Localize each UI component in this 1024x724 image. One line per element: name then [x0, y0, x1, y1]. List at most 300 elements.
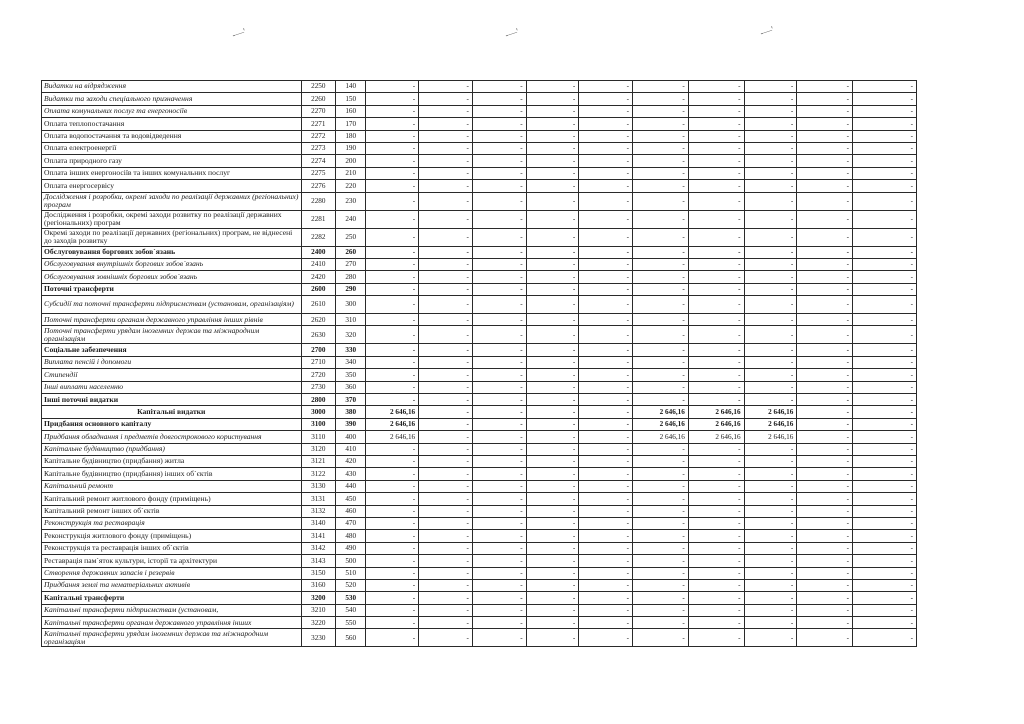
row-name: Окремі заходи по реалізації державних (регіональних) програм, не віднесені до заходів розвитку — [42, 228, 302, 246]
row-value: - — [579, 246, 633, 258]
row-value: - — [419, 271, 473, 283]
table-row — [42, 455, 917, 467]
row-value: - — [526, 394, 579, 406]
row-value: - — [633, 629, 689, 647]
row-value: - — [526, 567, 579, 579]
row-value: - — [579, 579, 633, 591]
row-code: 2800 — [301, 394, 335, 406]
table-row — [42, 629, 917, 647]
row-name: Оплата природного газу — [42, 155, 302, 167]
row-value: - — [853, 406, 917, 418]
row-name: Поточні трансферти урядам іноземних держав та міжнародним організаціям — [42, 326, 302, 344]
row-name: Реконструкція житлового фонду (приміщень) — [42, 530, 302, 542]
row-value: - — [744, 579, 797, 591]
row-value: - — [472, 210, 526, 228]
row-value: - — [688, 105, 744, 117]
row-code: 3132 — [301, 505, 335, 517]
row-name: Оплата водопостачання та водовідведення — [42, 130, 302, 142]
row-value: - — [853, 246, 917, 258]
row-value: - — [472, 369, 526, 381]
row-code: 3100 — [301, 418, 335, 430]
row-value: - — [688, 505, 744, 517]
row-value: - — [419, 314, 473, 326]
row-line-number: 210 — [336, 167, 366, 179]
row-value: - — [744, 443, 797, 455]
row-value: - — [744, 369, 797, 381]
row-value: - — [633, 180, 689, 192]
row-value: - — [366, 326, 419, 344]
row-value: - — [419, 246, 473, 258]
table-row — [42, 406, 917, 418]
row-line-number: 520 — [336, 579, 366, 591]
row-value: - — [744, 617, 797, 629]
row-value: - — [526, 418, 579, 430]
row-value: - — [526, 81, 579, 93]
row-value: - — [366, 130, 419, 142]
row-value: 2 646,16 — [366, 418, 419, 430]
row-value: - — [744, 381, 797, 393]
row-value: - — [419, 406, 473, 418]
row-value: 2 646,16 — [744, 431, 797, 443]
row-value: - — [526, 167, 579, 179]
row-value: - — [579, 455, 633, 467]
table-row — [42, 431, 917, 443]
row-value: - — [419, 555, 473, 567]
row-value: - — [797, 617, 853, 629]
table-row — [42, 271, 917, 283]
row-value: - — [744, 228, 797, 246]
table-row — [42, 246, 917, 258]
row-value: - — [472, 142, 526, 154]
row-value: - — [419, 617, 473, 629]
row-value: - — [853, 431, 917, 443]
row-value: - — [366, 118, 419, 130]
row-value: - — [526, 155, 579, 167]
row-value: - — [688, 455, 744, 467]
row-value: - — [579, 592, 633, 604]
row-value: - — [688, 629, 744, 647]
row-value: - — [633, 567, 689, 579]
row-value: - — [744, 344, 797, 356]
row-value: - — [366, 314, 419, 326]
table-row — [42, 93, 917, 105]
row-value: - — [797, 418, 853, 430]
row-name: Оплата комунальних послуг та енергоносіїв — [42, 105, 302, 117]
row-name: Капітальні трансферти підприємствам (установам, — [42, 604, 302, 616]
row-value: - — [419, 258, 473, 270]
row-value: - — [419, 283, 473, 295]
table-row — [42, 192, 917, 210]
row-value: - — [633, 468, 689, 480]
row-value: - — [744, 130, 797, 142]
row-value: - — [526, 258, 579, 270]
row-value: - — [419, 81, 473, 93]
row-value: - — [526, 555, 579, 567]
row-value: - — [472, 314, 526, 326]
row-value: - — [366, 81, 419, 93]
row-value: - — [853, 480, 917, 492]
row-code: 2700 — [301, 344, 335, 356]
row-value: - — [526, 592, 579, 604]
row-value: - — [579, 530, 633, 542]
row-value: - — [744, 356, 797, 368]
row-value: - — [472, 271, 526, 283]
row-value: - — [688, 326, 744, 344]
row-code: 2281 — [301, 210, 335, 228]
row-value: - — [688, 555, 744, 567]
row-line-number: 390 — [336, 418, 366, 430]
row-value: - — [366, 604, 419, 616]
row-value: - — [366, 155, 419, 167]
row-value: - — [688, 142, 744, 154]
row-line-number: 490 — [336, 542, 366, 554]
row-value: - — [472, 381, 526, 393]
row-value: - — [579, 394, 633, 406]
row-line-number: 230 — [336, 192, 366, 210]
row-value: - — [526, 617, 579, 629]
row-code: 2274 — [301, 155, 335, 167]
row-value: - — [526, 228, 579, 246]
row-value: - — [579, 418, 633, 430]
row-name: Виплата пенсій і допомоги — [42, 356, 302, 368]
row-value: - — [797, 93, 853, 105]
row-value: - — [366, 167, 419, 179]
row-name: Придбання основного капіталу — [42, 418, 302, 430]
row-value: - — [797, 246, 853, 258]
row-value: - — [419, 130, 473, 142]
row-value: - — [366, 517, 419, 529]
row-value: - — [366, 344, 419, 356]
row-line-number: 440 — [336, 480, 366, 492]
row-value: - — [633, 356, 689, 368]
row-value: - — [366, 567, 419, 579]
row-value: - — [579, 271, 633, 283]
row-value: - — [472, 505, 526, 517]
row-name: Стипендії — [42, 369, 302, 381]
row-value: - — [688, 530, 744, 542]
row-value: - — [472, 344, 526, 356]
row-value: - — [744, 530, 797, 542]
row-value: - — [419, 418, 473, 430]
row-code: 3200 — [301, 592, 335, 604]
row-value: - — [526, 93, 579, 105]
row-value: - — [419, 480, 473, 492]
row-code: 2271 — [301, 118, 335, 130]
row-value: - — [526, 296, 579, 314]
row-value: - — [797, 394, 853, 406]
table-row — [42, 493, 917, 505]
row-value: - — [472, 542, 526, 554]
row-line-number: 470 — [336, 517, 366, 529]
row-value: - — [526, 344, 579, 356]
row-value: - — [853, 567, 917, 579]
row-value: - — [366, 579, 419, 591]
table-row — [42, 228, 917, 246]
row-code: 2600 — [301, 283, 335, 295]
row-value: - — [579, 344, 633, 356]
table-row — [42, 81, 917, 93]
row-code: 3120 — [301, 443, 335, 455]
table-row — [42, 130, 917, 142]
row-value: - — [797, 118, 853, 130]
row-value: - — [744, 180, 797, 192]
row-value: - — [419, 228, 473, 246]
row-value: - — [419, 356, 473, 368]
row-value: - — [633, 283, 689, 295]
row-value: - — [579, 517, 633, 529]
row-value: - — [526, 356, 579, 368]
row-value: - — [579, 167, 633, 179]
row-value: - — [366, 530, 419, 542]
scan-mark-right: -—' — [758, 24, 775, 38]
row-value: - — [579, 258, 633, 270]
row-value: - — [853, 493, 917, 505]
row-value: - — [472, 443, 526, 455]
row-value: - — [688, 210, 744, 228]
table-row — [42, 505, 917, 517]
row-line-number: 280 — [336, 271, 366, 283]
row-line-number: 340 — [336, 356, 366, 368]
row-value: - — [853, 394, 917, 406]
row-value: - — [688, 394, 744, 406]
row-value: - — [853, 542, 917, 554]
row-value: - — [853, 517, 917, 529]
row-value: - — [526, 443, 579, 455]
row-value: - — [366, 93, 419, 105]
row-name: Капітальні трансферти органам державного управління інших — [42, 617, 302, 629]
table-row — [42, 418, 917, 430]
table-row — [42, 579, 917, 591]
row-value: - — [633, 142, 689, 154]
row-name: Створення державних запасів і резервів — [42, 567, 302, 579]
row-value: - — [797, 314, 853, 326]
row-line-number: 270 — [336, 258, 366, 270]
row-value: - — [579, 381, 633, 393]
row-value: - — [526, 180, 579, 192]
row-value: - — [744, 142, 797, 154]
row-value: - — [419, 505, 473, 517]
row-value: - — [526, 118, 579, 130]
row-value: - — [526, 431, 579, 443]
row-value: - — [526, 505, 579, 517]
row-value: - — [853, 296, 917, 314]
row-value: - — [853, 555, 917, 567]
row-value: - — [472, 93, 526, 105]
row-value: - — [579, 567, 633, 579]
row-code: 2260 — [301, 93, 335, 105]
row-value: - — [688, 180, 744, 192]
row-line-number: 310 — [336, 314, 366, 326]
row-value: - — [797, 542, 853, 554]
expenditure-table — [41, 80, 917, 647]
row-value: - — [579, 468, 633, 480]
row-value: - — [688, 468, 744, 480]
row-value: - — [633, 105, 689, 117]
row-value: 2 646,16 — [744, 406, 797, 418]
row-value: - — [579, 326, 633, 344]
row-value: - — [853, 604, 917, 616]
row-name: Придбання землі та нематеріальних активів — [42, 579, 302, 591]
row-value: - — [366, 192, 419, 210]
row-name: Поточні трансферти органам державного управління інших рівнів — [42, 314, 302, 326]
row-value: - — [744, 604, 797, 616]
row-value: - — [853, 118, 917, 130]
row-value: - — [579, 604, 633, 616]
row-value: - — [579, 406, 633, 418]
row-line-number: 400 — [336, 431, 366, 443]
row-value: - — [853, 326, 917, 344]
row-value: - — [419, 443, 473, 455]
row-code: 3110 — [301, 431, 335, 443]
row-line-number: 150 — [336, 93, 366, 105]
row-value: 2 646,16 — [633, 406, 689, 418]
row-code: 3150 — [301, 567, 335, 579]
row-value: - — [633, 326, 689, 344]
row-value: - — [633, 530, 689, 542]
row-line-number: 540 — [336, 604, 366, 616]
row-code: 3140 — [301, 517, 335, 529]
row-value: - — [366, 271, 419, 283]
row-line-number: 140 — [336, 81, 366, 93]
row-value: - — [853, 369, 917, 381]
row-value: - — [744, 246, 797, 258]
table-row — [42, 604, 917, 616]
row-value: - — [526, 517, 579, 529]
row-value: - — [688, 296, 744, 314]
row-name: Субсидії та поточні трансферти підприємствам (установам, організаціям) — [42, 296, 302, 314]
row-value: - — [688, 443, 744, 455]
row-code: 3131 — [301, 493, 335, 505]
row-value: - — [366, 296, 419, 314]
row-value: - — [688, 356, 744, 368]
row-value: - — [472, 105, 526, 117]
table-row — [42, 344, 917, 356]
row-name: Обслуговування боргових зобов`язань — [42, 246, 302, 258]
row-value: - — [472, 155, 526, 167]
row-value: - — [633, 555, 689, 567]
row-value: - — [744, 493, 797, 505]
row-line-number: 240 — [336, 210, 366, 228]
row-code: 2710 — [301, 356, 335, 368]
row-line-number: 220 — [336, 180, 366, 192]
row-value: - — [744, 517, 797, 529]
row-value: - — [853, 617, 917, 629]
row-value: - — [744, 118, 797, 130]
row-value: - — [797, 431, 853, 443]
row-value: - — [579, 493, 633, 505]
row-value: - — [797, 167, 853, 179]
row-line-number: 320 — [336, 326, 366, 344]
row-value: - — [853, 443, 917, 455]
row-value: - — [526, 326, 579, 344]
row-line-number: 410 — [336, 443, 366, 455]
row-value: - — [688, 118, 744, 130]
row-value: - — [633, 443, 689, 455]
row-code: 2610 — [301, 296, 335, 314]
row-value: - — [853, 105, 917, 117]
row-value: - — [688, 93, 744, 105]
row-value: - — [419, 296, 473, 314]
row-value: - — [472, 431, 526, 443]
row-value: - — [633, 118, 689, 130]
row-value: - — [579, 93, 633, 105]
row-value: - — [688, 155, 744, 167]
row-value: - — [419, 210, 473, 228]
row-line-number: 190 — [336, 142, 366, 154]
row-value: - — [633, 81, 689, 93]
row-value: - — [419, 493, 473, 505]
row-value: - — [419, 592, 473, 604]
row-value: - — [366, 356, 419, 368]
row-value: - — [419, 326, 473, 344]
row-value: - — [797, 155, 853, 167]
row-value: - — [633, 604, 689, 616]
row-line-number: 530 — [336, 592, 366, 604]
row-value: - — [472, 455, 526, 467]
row-value: - — [688, 542, 744, 554]
row-value: - — [853, 418, 917, 430]
row-value: - — [688, 617, 744, 629]
row-value: - — [579, 314, 633, 326]
row-value: - — [633, 617, 689, 629]
row-line-number: 430 — [336, 468, 366, 480]
row-value: - — [797, 567, 853, 579]
row-name: Реконструкція та реставрація — [42, 517, 302, 529]
row-value: - — [526, 455, 579, 467]
row-value: 2 646,16 — [688, 431, 744, 443]
table-row — [42, 105, 917, 117]
row-value: - — [797, 326, 853, 344]
row-name: Оплата енергосервісу — [42, 180, 302, 192]
row-name: Реставрація пам`яток культури, історії та архітектури — [42, 555, 302, 567]
row-value: - — [579, 356, 633, 368]
row-value: - — [526, 406, 579, 418]
row-value: - — [526, 542, 579, 554]
row-value: - — [419, 431, 473, 443]
row-value: - — [744, 326, 797, 344]
row-value: - — [366, 246, 419, 258]
row-value: - — [633, 93, 689, 105]
budget-sheet — [41, 80, 917, 647]
row-code: 2410 — [301, 258, 335, 270]
row-value: - — [366, 443, 419, 455]
row-value: - — [579, 431, 633, 443]
row-name: Реконструкція та реставрація інших об`єктів — [42, 542, 302, 554]
row-value: - — [366, 210, 419, 228]
table-row — [42, 283, 917, 295]
row-value: - — [633, 167, 689, 179]
table-row — [42, 155, 917, 167]
row-value: - — [419, 344, 473, 356]
row-value: - — [688, 604, 744, 616]
row-line-number: 560 — [336, 629, 366, 647]
row-value: - — [744, 394, 797, 406]
row-value: 2 646,16 — [366, 431, 419, 443]
row-value: - — [579, 617, 633, 629]
row-value: - — [853, 130, 917, 142]
row-value: - — [472, 118, 526, 130]
row-value: - — [366, 142, 419, 154]
row-value: - — [797, 258, 853, 270]
row-value: - — [797, 130, 853, 142]
row-code: 3142 — [301, 542, 335, 554]
row-code: 3000 — [301, 406, 335, 418]
table-row — [42, 394, 917, 406]
row-code: 2420 — [301, 271, 335, 283]
row-line-number: 200 — [336, 155, 366, 167]
corner-marks — [0, 0, 1024, 80]
row-value: - — [744, 480, 797, 492]
